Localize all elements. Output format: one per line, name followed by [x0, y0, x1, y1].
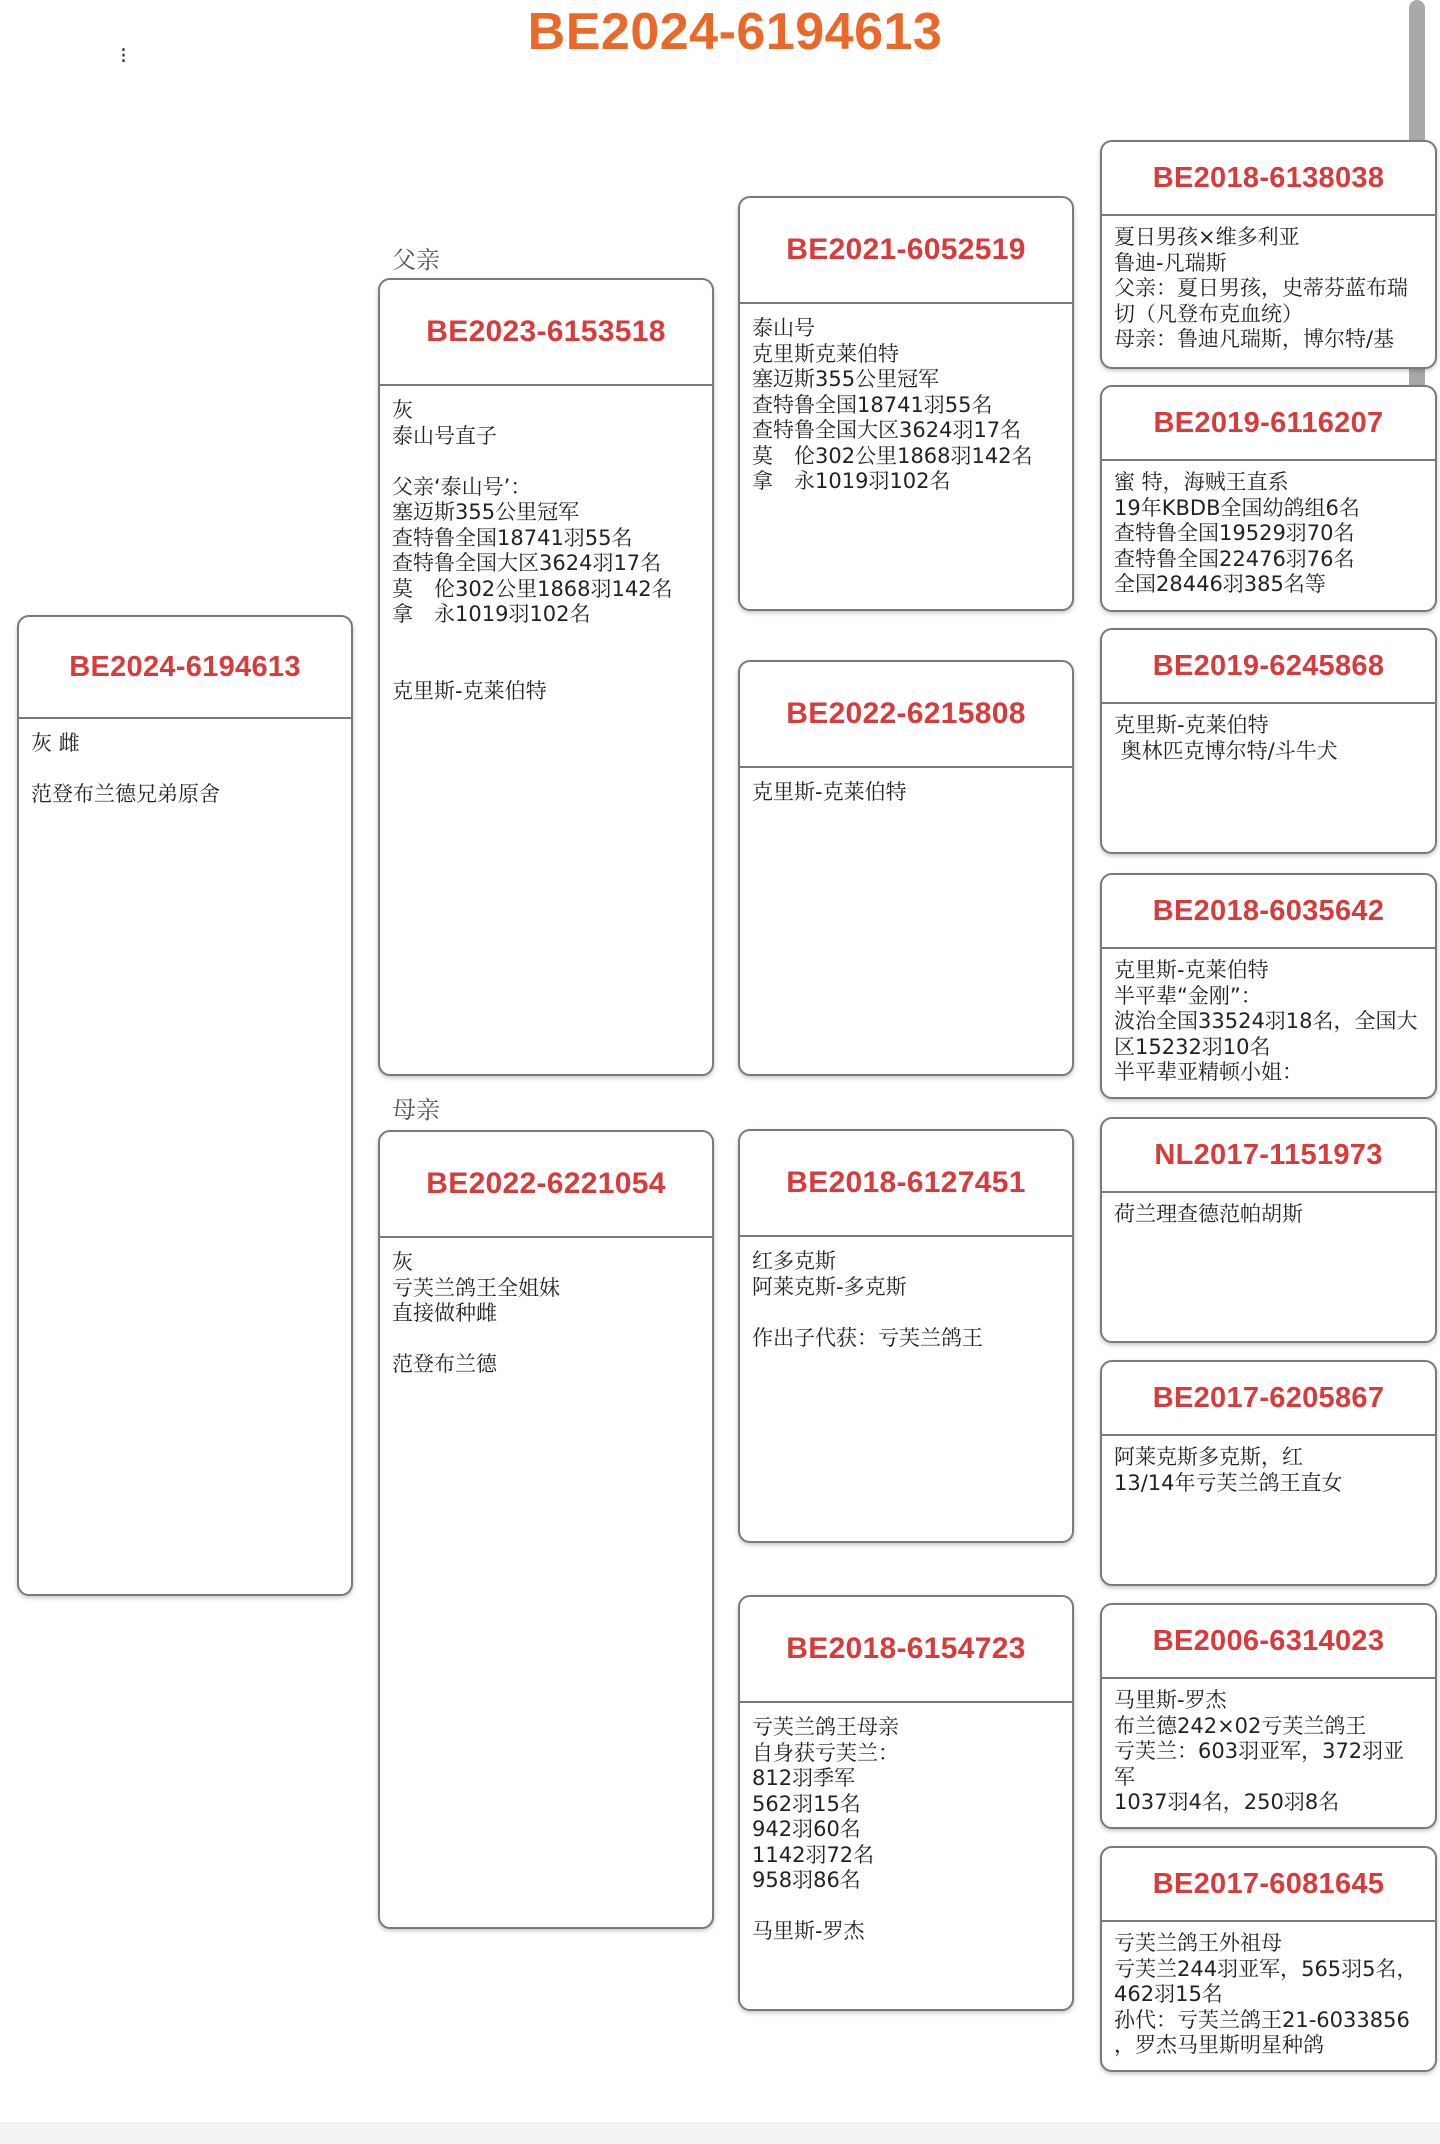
sire-notes	[380, 386, 712, 704]
note-line: 亏芙兰鸽王外祖母	[1114, 1931, 1282, 1955]
note-line: 夏日男孩×维多利亚	[1114, 225, 1300, 249]
note-line: 查特鲁全国18741羽55名	[752, 392, 993, 417]
note-line: 半平辈“金刚”：	[1114, 983, 1262, 1008]
note-line: 全国28446羽385名等	[1114, 572, 1326, 596]
grandparent-notes	[740, 304, 1072, 495]
bottom-edge	[0, 2122, 1440, 2144]
note-line: 13/14年亏芙兰鸽王直女	[1114, 1470, 1343, 1495]
note-line: 克里斯-克莱伯特	[392, 678, 547, 703]
note-line: 亏芙兰：603羽亚军，372羽亚	[1114, 1739, 1405, 1763]
subject-notes	[19, 719, 351, 808]
note-line: 蜜 特，海贼王直系	[1114, 470, 1289, 494]
great-grandparent-ring-number: BE2017-6081645	[1102, 1848, 1435, 1922]
note-line: 塞迈斯355公里冠军	[752, 367, 940, 391]
great-grandparent-ring-number: NL2017-1151973	[1102, 1119, 1435, 1193]
note-line: 马里斯-罗杰	[752, 1919, 865, 1943]
note-line: 莫 伦302公里1868羽142名	[752, 443, 1033, 468]
note-line: 1037羽4名，250羽8名	[1114, 1790, 1340, 1814]
note-line: 区15232羽10名	[1114, 1034, 1271, 1059]
note-line: 马里斯-罗杰	[1114, 1688, 1227, 1712]
note-line: 荷兰理查德范帕胡斯	[1114, 1202, 1303, 1226]
note-line: 亏芙兰244羽亚军，565羽5名，	[1114, 1956, 1418, 1981]
great-grandparent-ring-number: BE2019-6245868	[1102, 630, 1435, 704]
stray-mark: ⁝	[120, 44, 127, 69]
note-line: 查特鲁全国18741羽55名	[392, 525, 633, 550]
grandparent-card-3	[738, 1129, 1074, 1543]
note-line: 拿 永1019羽102名	[752, 469, 951, 493]
great-grandparent-card-1	[1100, 140, 1437, 369]
sire-ring-number: BE2023-6153518	[380, 280, 712, 386]
great-grandparent-card-6	[1100, 1360, 1437, 1586]
grandparent-ring-number: BE2021-6052519	[740, 198, 1072, 304]
grandparent-card-1	[738, 196, 1074, 611]
great-grandparent-ring-number: BE2006-6314023	[1102, 1605, 1435, 1679]
great-grandparent-card-5	[1100, 1117, 1437, 1343]
note-line: 孙代：亏芙兰鸽王21-6033856	[1114, 2007, 1410, 2032]
note-line: 462羽15名	[1114, 1982, 1223, 2006]
great-grandparent-notes	[1102, 704, 1435, 764]
note-line: 范登布兰德	[392, 1352, 497, 1376]
great-grandparent-notes	[1102, 461, 1435, 598]
dam-card	[378, 1130, 714, 1929]
note-line: 切（凡登布克血统）	[1114, 301, 1303, 326]
note-line: 自身获亏芙兰：	[752, 1740, 899, 1765]
note-line	[31, 757, 341, 783]
note-line: 父亲：夏日男孩，史蒂芬蓝布瑞	[1114, 276, 1408, 300]
note-line: 母亲：鲁迪凡瑞斯，博尔特/基	[1114, 327, 1395, 351]
note-line	[752, 1300, 1062, 1326]
dam-ring-number: BE2022-6221054	[380, 1132, 712, 1238]
dam-notes	[380, 1238, 712, 1378]
note-line: 942羽60名	[752, 1817, 861, 1841]
note-line: 亏芙兰鸽王母亲	[752, 1715, 899, 1739]
dam-label: 母亲	[392, 1096, 440, 1124]
note-line: 克里斯-克莱伯特	[752, 780, 907, 804]
note-line: 红多克斯	[752, 1249, 836, 1273]
note-line: 克里斯-克莱伯特	[1114, 713, 1269, 737]
grandparent-notes	[740, 1237, 1072, 1351]
note-line: 灰 雌	[31, 731, 80, 755]
note-line: 半平辈亚精顿小姐：	[1114, 1060, 1303, 1084]
note-line: 波治全国33524羽18名，全国大	[1114, 1009, 1418, 1033]
note-line: 阿莱克斯-多克斯	[752, 1274, 907, 1299]
grandparent-card-4	[738, 1595, 1074, 2011]
note-line: 泰山号	[752, 316, 815, 340]
note-line: 范登布兰德兄弟原舍	[31, 782, 220, 806]
note-line: 958羽86名	[752, 1868, 861, 1892]
great-grandparent-notes	[1102, 1679, 1435, 1816]
note-line: 1142羽72名	[752, 1842, 875, 1867]
great-grandparent-card-3	[1100, 628, 1437, 854]
grandparent-ring-number: BE2022-6215808	[740, 662, 1072, 768]
grandparent-notes	[740, 768, 1072, 806]
grandparent-ring-number: BE2018-6127451	[740, 1131, 1072, 1237]
note-line: 泰山号直子	[392, 423, 497, 448]
sire-card	[378, 278, 714, 1076]
page-title: BE2024-6194613	[527, 3, 943, 61]
note-line: 阿莱克斯多克斯，红	[1114, 1445, 1303, 1469]
great-grandparent-card-8	[1100, 1846, 1437, 2072]
great-grandparent-notes	[1102, 949, 1435, 1086]
note-line: 562羽15名	[752, 1791, 861, 1816]
note-line: 莫 伦302公里1868羽142名	[392, 576, 673, 601]
subject-card	[17, 615, 353, 1596]
note-line: 克里斯克莱伯特	[752, 341, 899, 366]
great-grandparent-ring-number: BE2018-6138038	[1102, 142, 1435, 216]
great-grandparent-notes	[1102, 1193, 1435, 1228]
note-line: 查特鲁全国大区3624羽17名	[392, 551, 662, 575]
note-line: 灰	[392, 1250, 413, 1274]
note-line: 军	[1114, 1764, 1135, 1789]
note-line	[752, 1894, 1062, 1920]
great-grandparent-notes	[1102, 1436, 1435, 1496]
great-grandparent-card-4	[1100, 873, 1437, 1099]
note-line: 作出子代获：亏芙兰鸽王	[752, 1325, 983, 1350]
great-grandparent-notes	[1102, 1922, 1435, 2059]
note-line: ，罗杰马里斯明星种鸽	[1114, 2033, 1324, 2057]
note-line: 查特鲁全国19529羽70名	[1114, 521, 1355, 545]
note-line: 鲁迪-凡瑞斯	[1114, 250, 1227, 275]
great-grandparent-card-2	[1100, 385, 1437, 612]
note-line: 灰	[392, 398, 413, 422]
grandparent-ring-number: BE2018-6154723	[740, 1597, 1072, 1703]
note-line	[392, 653, 702, 679]
note-line: 812羽季军	[752, 1766, 856, 1790]
great-grandparent-card-7	[1100, 1603, 1437, 1829]
note-line: 直接做种雌	[392, 1301, 497, 1325]
great-grandparent-ring-number: BE2019-6116207	[1102, 387, 1435, 461]
subject-ring-number: BE2024-6194613	[19, 617, 351, 719]
note-line: 查特鲁全国22476羽76名	[1114, 546, 1355, 571]
note-line: 亏芙兰鸽王全姐妹	[392, 1275, 560, 1300]
great-grandparent-ring-number: BE2017-6205867	[1102, 1362, 1435, 1436]
grandparent-notes	[740, 1703, 1072, 1945]
great-grandparent-ring-number: BE2018-6035642	[1102, 875, 1435, 949]
note-line: 奥林匹克博尔特/斗牛犬	[1114, 738, 1338, 763]
grandparent-card-2	[738, 660, 1074, 1076]
note-line	[392, 449, 702, 475]
note-line: 布兰德242×02亏芙兰鸽王	[1114, 1713, 1367, 1738]
note-line: 拿 永1019羽102名	[392, 602, 591, 626]
note-line: 查特鲁全国大区3624羽17名	[752, 418, 1022, 442]
note-line: 塞迈斯355公里冠军	[392, 500, 580, 524]
great-grandparent-notes	[1102, 216, 1435, 353]
note-line: 父亲‘泰山号’：	[392, 474, 532, 499]
note-line	[392, 628, 702, 654]
note-line: 克里斯-克莱伯特	[1114, 958, 1269, 982]
note-line: 19年KBDB全国幼鸽组6名	[1114, 495, 1360, 520]
sire-label: 父亲	[392, 246, 440, 274]
note-line	[392, 1327, 702, 1353]
